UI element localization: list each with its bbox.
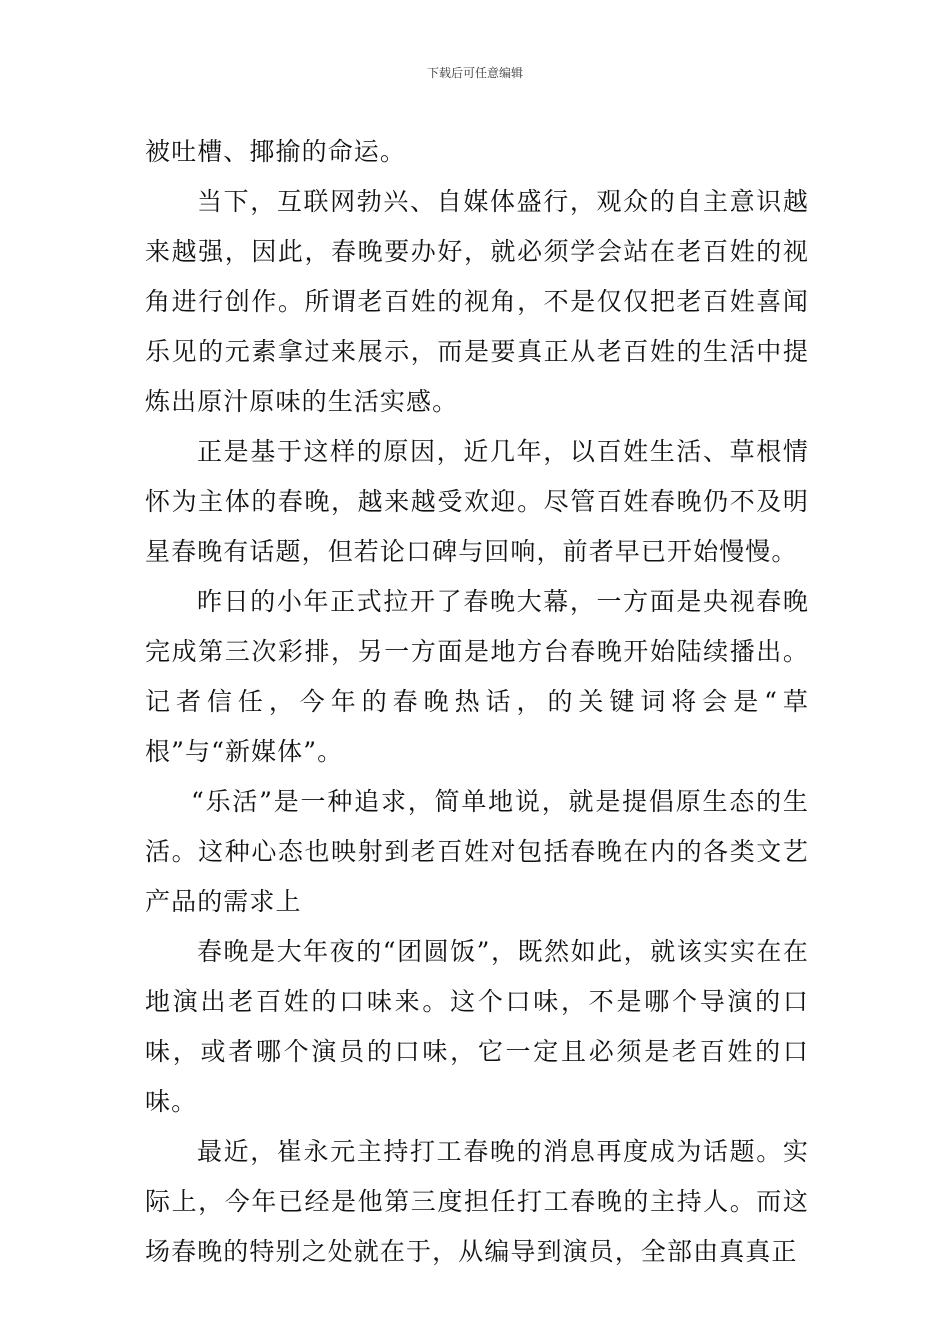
document-body bbox=[145, 127, 809, 1277]
paragraph-2: 当下，互联网勃兴、自媒体盛行，观众的自主意识越来越强，因此，春晚要办好，就必须学会站在老百姓的视角进行创作。所谓老百姓的视角，不是仅仅把老百姓喜闻乐见的元素拿过来展示，而是要真正从老百姓的生活中提炼出原汁原味的生活实感。 bbox=[145, 187, 809, 416]
page-header: 下载后可任意编辑 bbox=[426, 66, 523, 80]
paragraph-3: 正是基于这样的原因，近几年，以百姓生活、草根情怀为主体的春晚，越来越受欢迎。尽管百姓春晚仍不及明星春晚有话题，但若论口碑与回响，前者早已开始慢慢。 bbox=[145, 437, 809, 566]
paragraph-5: “乐活”是一种追求，简单地说，就是提倡原生态的生活。这种心态也映射到老百姓对包括春晚在内的各类文艺产品的需求上 bbox=[145, 787, 809, 916]
paragraph-1: 被吐槽、揶揄的命运。 bbox=[145, 137, 407, 166]
paragraph-6: 春晚是大年夜的“团圆饭”，既然如此，就该实实在在地演出老百姓的口味来。这个口味，不是哪个导演的口味，或者哪个演员的口味，它一定且必须是老百姓的口味。 bbox=[145, 937, 809, 1116]
paragraph-4: 昨日的小年正式拉开了春晚大幕，一方面是央视春晚完成第三次彩排，另一方面是地方台春晚开始陆续播出。记者信任，今年的春晚热话，的关键词将会是“草根”与“新媒体”。 bbox=[145, 587, 809, 766]
paragraph-7: 最近，崔永元主持打工春晚的消息再度成为话题。实际上，今年已经是他第三度担任打工春晚的主持人。而这场春晚的特别之处就在于，从编导到演员，全部由真真正 bbox=[145, 1137, 809, 1266]
